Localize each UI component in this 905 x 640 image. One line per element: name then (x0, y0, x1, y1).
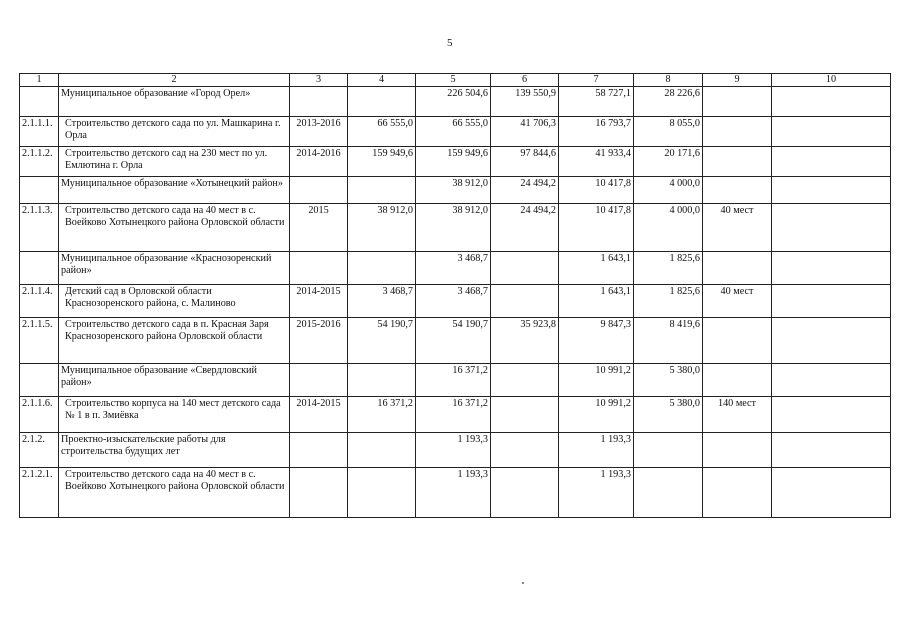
row-col5-value: 38 912,0 (416, 177, 491, 204)
table-row (20, 147, 891, 177)
group-row (20, 252, 891, 285)
row-col10-value (772, 252, 891, 285)
row-col8-value: 8 419,6 (634, 318, 703, 364)
row-years: 2015 (290, 204, 348, 252)
row-col8-value: 4 000,0 (634, 177, 703, 204)
row-years: 2013-2016 (290, 117, 348, 147)
row-col5-value: 1 193,3 (416, 468, 491, 518)
row-col6-value (491, 364, 559, 397)
row-name: Строительство детского сада на 40 мест в с. Воейково Хотынецкого района Орловской области (59, 204, 290, 252)
row-capacity (703, 252, 772, 285)
row-col5-value: 159 949,6 (416, 147, 491, 177)
group-row (20, 364, 891, 397)
row-col10-value (772, 433, 891, 468)
row-col10-value (772, 117, 891, 147)
row-col6-value: 24 494,2 (491, 177, 559, 204)
row-total-cost: 3 468,7 (348, 285, 416, 318)
row-col7-value: 10 991,2 (559, 397, 634, 433)
row-code: 2.1.2. (20, 433, 59, 468)
row-code: 2.1.2.1. (20, 468, 59, 518)
row-col10-value (772, 468, 891, 518)
row-years (290, 468, 348, 518)
row-code: 2.1.1.3. (20, 204, 59, 252)
row-total-cost: 159 949,6 (348, 147, 416, 177)
group-row (20, 177, 891, 204)
table-row (20, 397, 891, 433)
row-total-cost (348, 364, 416, 397)
row-col5-value: 54 190,7 (416, 318, 491, 364)
row-total-cost (348, 177, 416, 204)
row-years (290, 433, 348, 468)
row-col7-value: 1 643,1 (559, 252, 634, 285)
row-total-cost (348, 468, 416, 518)
row-code: 2.1.1.2. (20, 147, 59, 177)
row-capacity: 40 мест (703, 285, 772, 318)
column-header-7: 7 (559, 74, 634, 87)
row-total-cost: 16 371,2 (348, 397, 416, 433)
row-years (290, 87, 348, 117)
row-col10-value (772, 318, 891, 364)
row-col5-value: 16 371,2 (416, 364, 491, 397)
row-col10-value (772, 364, 891, 397)
row-years (290, 364, 348, 397)
row-total-cost (348, 433, 416, 468)
row-name: Строительство корпуса на 140 мест детского сада № 1 в п. Змиёвка (59, 397, 290, 433)
table-row (20, 117, 891, 147)
row-col8-value: 5 380,0 (634, 397, 703, 433)
row-col6-value: 24 494,2 (491, 204, 559, 252)
row-code: 2.1.1.5. (20, 318, 59, 364)
row-years: 2014-2016 (290, 147, 348, 177)
column-header-6: 6 (491, 74, 559, 87)
row-capacity (703, 177, 772, 204)
row-capacity: 40 мест (703, 204, 772, 252)
row-col6-value (491, 397, 559, 433)
row-col10-value (772, 147, 891, 177)
row-col10-value (772, 204, 891, 252)
row-code: 2.1.1.4. (20, 285, 59, 318)
row-name: Строительство детского сад на 230 мест по ул. Емлютина г. Орла (59, 147, 290, 177)
row-col8-value: 1 825,6 (634, 252, 703, 285)
row-col6-value (491, 285, 559, 318)
row-col8-value (634, 468, 703, 518)
row-col7-value: 9 847,3 (559, 318, 634, 364)
column-header-8: 8 (634, 74, 703, 87)
table-body (20, 74, 891, 518)
row-col10-value (772, 87, 891, 117)
row-col6-value: 35 923,8 (491, 318, 559, 364)
row-col10-value (772, 285, 891, 318)
row-col8-value: 4 000,0 (634, 204, 703, 252)
column-header-10: 10 (772, 74, 891, 87)
row-years (290, 252, 348, 285)
row-col6-value: 139 550,9 (491, 87, 559, 117)
row-code (20, 364, 59, 397)
column-header-5: 5 (416, 74, 491, 87)
row-code (20, 252, 59, 285)
row-years: 2014-2015 (290, 285, 348, 318)
row-col5-value: 38 912,0 (416, 204, 491, 252)
group-row (20, 433, 891, 468)
table-row (20, 204, 891, 252)
row-name: Муниципальное образование «Хотынецкий район» (59, 177, 290, 204)
row-capacity (703, 147, 772, 177)
row-code: 2.1.1.1. (20, 117, 59, 147)
row-col8-value: 8 055,0 (634, 117, 703, 147)
row-capacity (703, 468, 772, 518)
column-header-1: 1 (20, 74, 59, 87)
budget-table (19, 73, 891, 518)
row-total-cost: 54 190,7 (348, 318, 416, 364)
row-years: 2015-2016 (290, 318, 348, 364)
row-col7-value: 58 727,1 (559, 87, 634, 117)
row-col7-value: 10 417,8 (559, 204, 634, 252)
row-col8-value: 5 380,0 (634, 364, 703, 397)
row-col7-value: 10 417,8 (559, 177, 634, 204)
row-code (20, 177, 59, 204)
row-capacity: 140 мест (703, 397, 772, 433)
row-name: Муниципальное образование «Свердловский район» (59, 364, 290, 397)
row-col5-value: 66 555,0 (416, 117, 491, 147)
row-capacity (703, 318, 772, 364)
row-name: Строительство детского сада на 40 мест в с. Воейково Хотынецкого района Орловской области (59, 468, 290, 518)
row-col6-value: 97 844,6 (491, 147, 559, 177)
row-col8-value (634, 433, 703, 468)
row-total-cost (348, 87, 416, 117)
row-col10-value (772, 177, 891, 204)
row-capacity (703, 364, 772, 397)
row-col5-value: 16 371,2 (416, 397, 491, 433)
row-col10-value (772, 397, 891, 433)
group-row (20, 87, 891, 117)
row-total-cost: 66 555,0 (348, 117, 416, 147)
row-name: Муниципальное образование «Город Орел» (59, 87, 290, 117)
row-col8-value: 28 226,6 (634, 87, 703, 117)
row-col6-value (491, 252, 559, 285)
column-number-row (20, 74, 891, 87)
row-col5-value: 226 504,6 (416, 87, 491, 117)
row-capacity (703, 433, 772, 468)
column-header-3: 3 (290, 74, 348, 87)
row-col7-value: 1 193,3 (559, 433, 634, 468)
row-col7-value: 16 793,7 (559, 117, 634, 147)
table-row (20, 468, 891, 518)
row-col6-value: 41 706,3 (491, 117, 559, 147)
row-name: Строительство детского сада по ул. Машкарина г. Орла (59, 117, 290, 147)
row-col7-value: 41 933,4 (559, 147, 634, 177)
row-col6-value (491, 468, 559, 518)
row-col6-value (491, 433, 559, 468)
row-col7-value: 1 643,1 (559, 285, 634, 318)
column-header-4: 4 (348, 74, 416, 87)
row-code (20, 87, 59, 117)
row-col8-value: 1 825,6 (634, 285, 703, 318)
row-name: Строительство детского сада в п. Красная Заря Краснозоренского района Орловской области (59, 318, 290, 364)
row-col7-value: 1 193,3 (559, 468, 634, 518)
row-name: Детский сад в Орловской области Краснозоренского района, с. Малиново (59, 285, 290, 318)
column-header-2: 2 (59, 74, 290, 87)
row-col7-value: 10 991,2 (559, 364, 634, 397)
row-years (290, 177, 348, 204)
row-name: Проектно-изыскательские работы для строительства будущих лет (59, 433, 290, 468)
row-capacity (703, 117, 772, 147)
row-years: 2014-2015 (290, 397, 348, 433)
row-col8-value: 20 171,6 (634, 147, 703, 177)
row-capacity (703, 87, 772, 117)
row-name: Муниципальное образование «Краснозоренский район» (59, 252, 290, 285)
column-header-9: 9 (703, 74, 772, 87)
row-total-cost: 38 912,0 (348, 204, 416, 252)
row-col5-value: 1 193,3 (416, 433, 491, 468)
table-row (20, 285, 891, 318)
row-total-cost (348, 252, 416, 285)
row-col5-value: 3 468,7 (416, 285, 491, 318)
scan-speck (522, 582, 524, 584)
row-col5-value: 3 468,7 (416, 252, 491, 285)
row-code: 2.1.1.6. (20, 397, 59, 433)
page-number: 5 (447, 37, 453, 49)
table-row (20, 318, 891, 364)
